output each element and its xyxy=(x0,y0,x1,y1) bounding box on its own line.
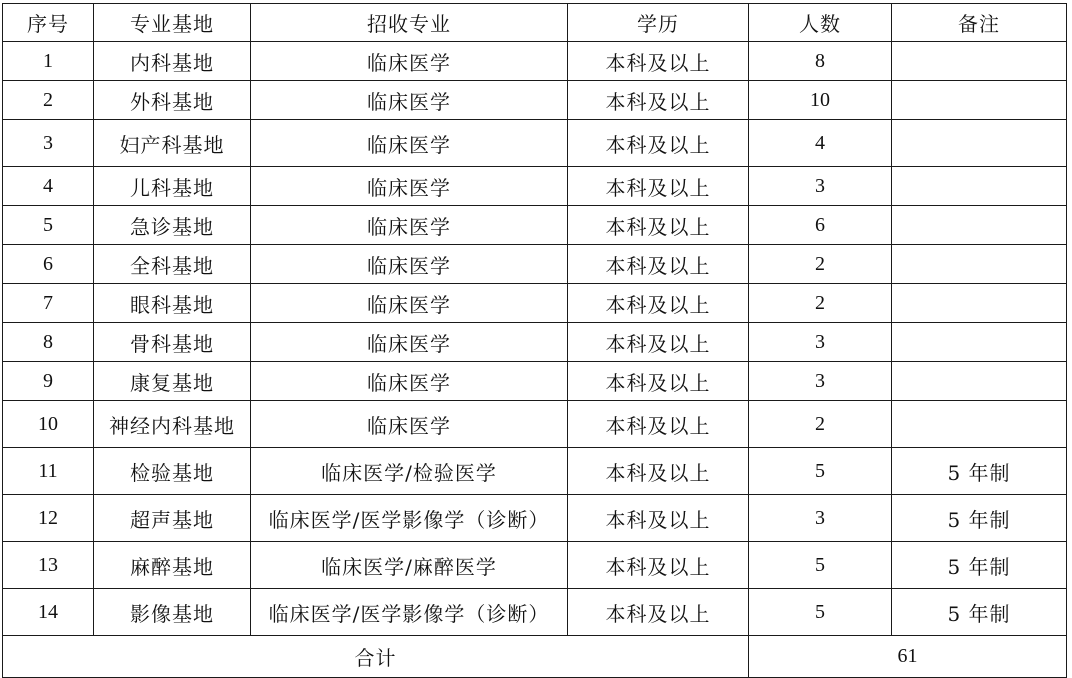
cell-base: 神经内科基地 xyxy=(94,401,251,448)
table-row xyxy=(3,206,1067,245)
table-row xyxy=(3,589,1067,636)
cell-major: 临床医学 xyxy=(251,120,568,167)
table-row xyxy=(3,81,1067,120)
cell-no: 2 xyxy=(3,81,94,120)
header-cell-edu: 学历 xyxy=(568,4,749,42)
cell-note xyxy=(892,284,1067,323)
cell-edu: 本科及以上 xyxy=(568,245,749,284)
total-value: 61 xyxy=(749,636,1067,678)
cell-no: 14 xyxy=(3,589,94,636)
cell-edu: 本科及以上 xyxy=(568,206,749,245)
cell-base: 眼科基地 xyxy=(94,284,251,323)
total-label: 合计 xyxy=(3,636,749,678)
table-row xyxy=(3,42,1067,81)
table-row xyxy=(3,167,1067,206)
cell-note: 5 年制 xyxy=(892,542,1067,589)
cell-major: 临床医学/医学影像学（诊断） xyxy=(251,495,568,542)
cell-count: 4 xyxy=(749,120,892,167)
cell-note xyxy=(892,81,1067,120)
header-row xyxy=(3,4,1067,42)
cell-edu: 本科及以上 xyxy=(568,495,749,542)
cell-base: 康复基地 xyxy=(94,362,251,401)
cell-note xyxy=(892,323,1067,362)
cell-major: 临床医学 xyxy=(251,284,568,323)
cell-major: 临床医学 xyxy=(251,362,568,401)
cell-count: 5 xyxy=(749,542,892,589)
cell-major: 临床医学 xyxy=(251,167,568,206)
cell-major: 临床医学 xyxy=(251,206,568,245)
cell-count: 2 xyxy=(749,245,892,284)
cell-no: 7 xyxy=(3,284,94,323)
cell-note: 5 年制 xyxy=(892,448,1067,495)
cell-major: 临床医学/医学影像学（诊断） xyxy=(251,589,568,636)
cell-edu: 本科及以上 xyxy=(568,362,749,401)
table-row xyxy=(3,448,1067,495)
cell-edu: 本科及以上 xyxy=(568,323,749,362)
cell-count: 10 xyxy=(749,81,892,120)
cell-note xyxy=(892,120,1067,167)
table-row xyxy=(3,542,1067,589)
cell-base: 影像基地 xyxy=(94,589,251,636)
cell-major: 临床医学 xyxy=(251,245,568,284)
cell-base: 外科基地 xyxy=(94,81,251,120)
cell-no: 9 xyxy=(3,362,94,401)
header-cell-count: 人数 xyxy=(749,4,892,42)
cell-note xyxy=(892,167,1067,206)
table-row xyxy=(3,323,1067,362)
cell-edu: 本科及以上 xyxy=(568,81,749,120)
cell-base: 急诊基地 xyxy=(94,206,251,245)
cell-count: 5 xyxy=(749,448,892,495)
cell-base: 内科基地 xyxy=(94,42,251,81)
cell-edu: 本科及以上 xyxy=(568,542,749,589)
cell-base: 儿科基地 xyxy=(94,167,251,206)
cell-edu: 本科及以上 xyxy=(568,448,749,495)
cell-no: 13 xyxy=(3,542,94,589)
header-cell-note: 备注 xyxy=(892,4,1067,42)
cell-note xyxy=(892,401,1067,448)
cell-major: 临床医学 xyxy=(251,401,568,448)
cell-no: 3 xyxy=(3,120,94,167)
cell-edu: 本科及以上 xyxy=(568,167,749,206)
cell-base: 检验基地 xyxy=(94,448,251,495)
cell-major: 临床医学 xyxy=(251,42,568,81)
cell-count: 6 xyxy=(749,206,892,245)
cell-edu: 本科及以上 xyxy=(568,42,749,81)
cell-count: 3 xyxy=(749,323,892,362)
cell-edu: 本科及以上 xyxy=(568,284,749,323)
table-row xyxy=(3,120,1067,167)
cell-count: 2 xyxy=(749,401,892,448)
table-row xyxy=(3,245,1067,284)
cell-count: 2 xyxy=(749,284,892,323)
header-cell-no: 序号 xyxy=(3,4,94,42)
cell-note: 5 年制 xyxy=(892,495,1067,542)
cell-count: 3 xyxy=(749,167,892,206)
cell-major: 临床医学 xyxy=(251,323,568,362)
header-cell-major: 招收专业 xyxy=(251,4,568,42)
cell-edu: 本科及以上 xyxy=(568,401,749,448)
cell-note xyxy=(892,206,1067,245)
cell-note xyxy=(892,42,1067,81)
cell-major: 临床医学 xyxy=(251,81,568,120)
cell-major: 临床医学/麻醉医学 xyxy=(251,542,568,589)
cell-base: 麻醉基地 xyxy=(94,542,251,589)
cell-edu: 本科及以上 xyxy=(568,120,749,167)
table-row xyxy=(3,284,1067,323)
cell-base: 妇产科基地 xyxy=(94,120,251,167)
table-row xyxy=(3,401,1067,448)
recruitment-table xyxy=(2,3,1067,678)
cell-base: 骨科基地 xyxy=(94,323,251,362)
cell-note: 5 年制 xyxy=(892,589,1067,636)
cell-count: 3 xyxy=(749,495,892,542)
cell-no: 10 xyxy=(3,401,94,448)
cell-count: 5 xyxy=(749,589,892,636)
cell-count: 8 xyxy=(749,42,892,81)
cell-no: 1 xyxy=(3,42,94,81)
table-row xyxy=(3,362,1067,401)
cell-no: 12 xyxy=(3,495,94,542)
cell-note xyxy=(892,362,1067,401)
table-row xyxy=(3,495,1067,542)
cell-edu: 本科及以上 xyxy=(568,589,749,636)
cell-note xyxy=(892,245,1067,284)
cell-base: 超声基地 xyxy=(94,495,251,542)
cell-major: 临床医学/检验医学 xyxy=(251,448,568,495)
cell-base: 全科基地 xyxy=(94,245,251,284)
cell-no: 11 xyxy=(3,448,94,495)
header-cell-base: 专业基地 xyxy=(94,4,251,42)
cell-no: 5 xyxy=(3,206,94,245)
cell-no: 8 xyxy=(3,323,94,362)
cell-count: 3 xyxy=(749,362,892,401)
cell-no: 6 xyxy=(3,245,94,284)
total-row xyxy=(3,636,1067,678)
cell-no: 4 xyxy=(3,167,94,206)
